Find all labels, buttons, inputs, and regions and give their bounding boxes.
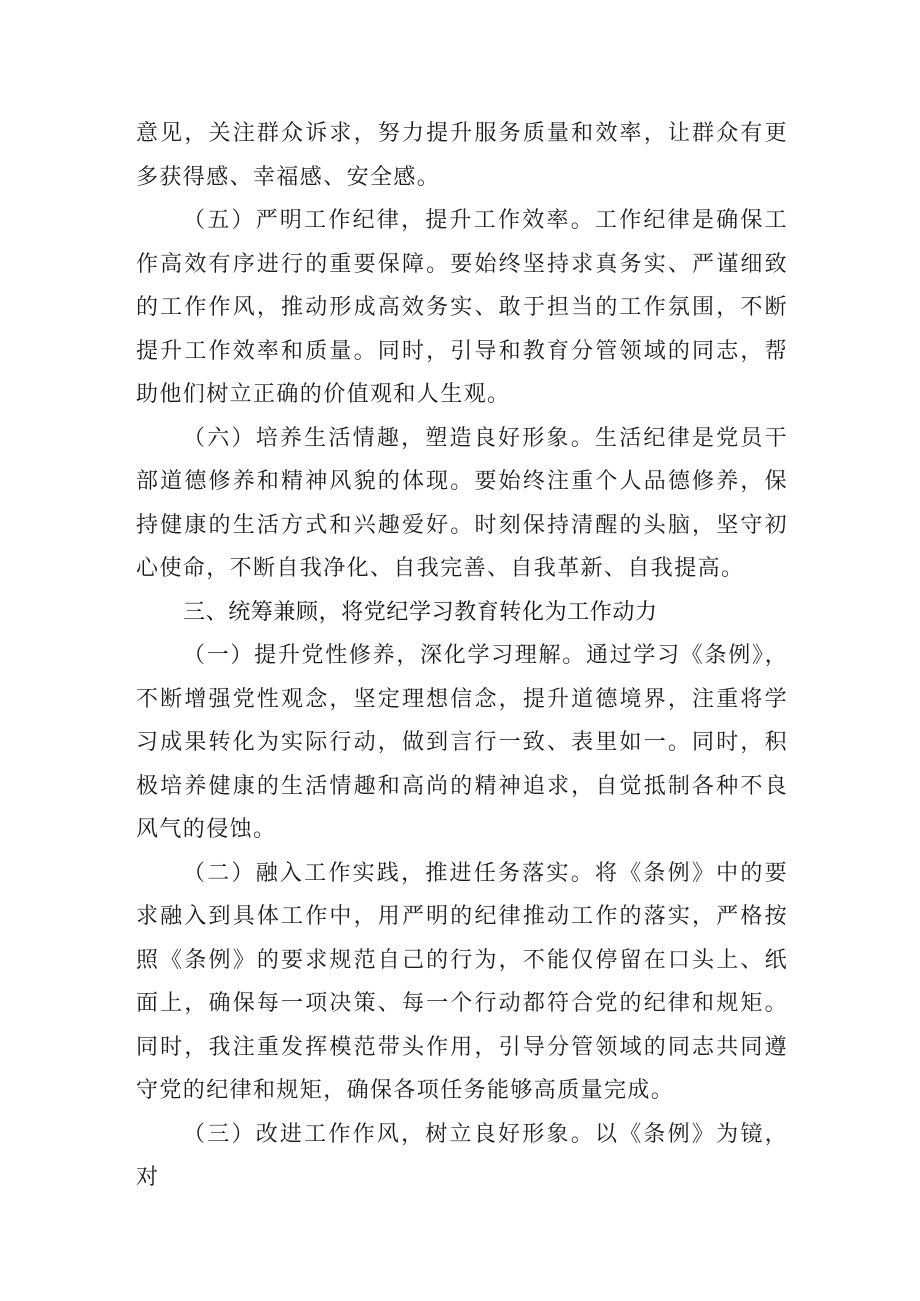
- paragraph-work-practice: （二）融入工作实践，推进任务落实。将《条例》中的要求融入到具体工作中，用严明的纪律推动工作的落实，严格按照《条例》的要求规范自己的行为，不能仅停留在口头上、纸面上，确保每一项决策、每一个行动都符合党的纪律和规矩。同时，我注重发挥模范带头作用，引导分管领域的同志共同遵守党的纪律和规矩，确保各项任务能够高质量完成。: [136, 860, 788, 1103]
- document-body: [136, 112, 788, 1200]
- paragraph-work-discipline: （五）严明工作纪律，提升工作效率。工作纪律是确保工作高效有序进行的重要保障。要始终坚持求真务实、严谨细致的工作作风，推动形成高效务实、敢于担当的工作氛围，不断提升工作效率和质量。同时，引导和教育分管领域的同志，帮助他们树立正确的价值观和人生观。: [136, 208, 788, 407]
- paragraph-life-discipline: （六）培养生活情趣，塑造良好形象。生活纪律是党员干部道德修养和精神风貌的体现。要始终注重个人品德修养，保持健康的生活方式和兴趣爱好。时刻保持清醒的头脑，坚守初心使命，不断自我净化、自我完善、自我革新、自我提高。: [136, 425, 788, 581]
- paragraph-work-style: （三）改进工作作风，树立良好形象。以《条例》为镜，对: [136, 1121, 788, 1190]
- section-heading-3: 三、统筹兼顾，将党纪学习教育转化为工作动力: [183, 599, 658, 625]
- paragraph-continuation: 意见，关注群众诉求，努力提升服务质量和效率，让群众有更多获得感、幸福感、安全感。: [136, 121, 788, 190]
- paragraph-party-cultivation: （一）提升党性修养，深化学习理解。通过学习《条例》，不断增强党性观念，坚定理想信念，提升道德境界，注重将学习成果转化为实际行动，做到言行一致、表里如一。同时，积极培养健康的生活情趣和高尚的精神追求，自觉抵制各种不良风气的侵蚀。: [136, 643, 788, 842]
